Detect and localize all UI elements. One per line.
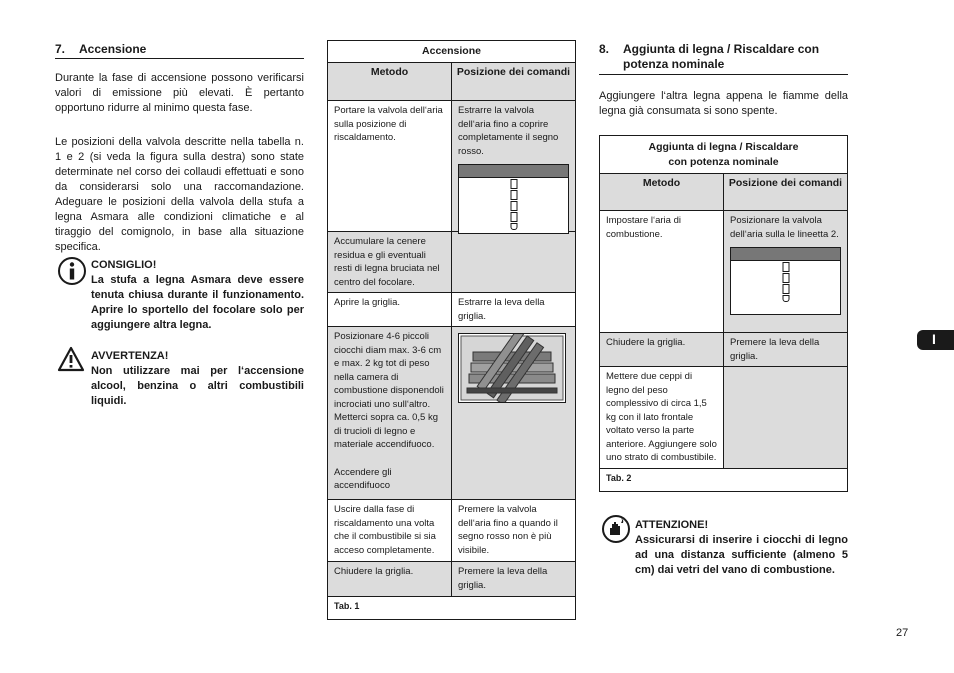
col-method-header: Metodo <box>600 174 724 210</box>
controls-text: Posizionare la valvola dell‘aria sulla le lineetta 2. <box>730 215 839 240</box>
valve-lever-icon <box>510 179 517 231</box>
col-controls-header: Posizione dei comandi <box>456 66 571 78</box>
table-2 <box>599 135 848 492</box>
method-cell: Uscire dalla fase di riscaldamento una volta che il combustibile si sia acceso completamente. <box>328 500 452 561</box>
controls-cell <box>452 101 575 231</box>
section-number: 8. <box>599 42 610 56</box>
method-cell: Accumulare la cenere residua e gli eventuali resti di legna bruciata nel centro del focolare. <box>328 232 452 292</box>
section-title: Aggiunta di legna / Riscaldare con potenza nominale <box>623 42 820 71</box>
valve-lever-icon <box>782 262 789 303</box>
table-row <box>328 562 575 597</box>
language-tab <box>917 330 954 350</box>
table-1-title: Accensione <box>328 41 575 63</box>
controls-cell: Estrarre la leva della griglia. <box>458 297 545 322</box>
attention-body: Assicurarsi di inserire i ciocchi di legno ad una distanza sufficiente (almeno 5 cm) dai vetri del vano di combustione. <box>635 534 848 576</box>
method-text-2: Accendere gli accendifuoco <box>334 466 392 491</box>
method-cell: Chiudere la griglia. <box>600 333 724 366</box>
controls-cell: Premere la leva della griglia. <box>730 337 820 362</box>
method-text: Posizionare 4-6 piccoli ciocchi diam max. 3-6 cm e max. 2 kg tot di peso nella camera di combustione disponendoli incrociati uno sull‘altro. Metterci sopra ca. 0,5 kg di trucioli di legno e materiale accendifuoco. <box>334 331 444 450</box>
controls-cell <box>452 327 575 499</box>
table-row <box>328 293 575 327</box>
warning-note <box>91 349 304 409</box>
controls-cell <box>724 367 847 468</box>
section-7-rule <box>55 58 304 59</box>
section-7-heading <box>55 42 305 57</box>
tip-note <box>91 258 304 333</box>
table-2-caption: Tab. 2 <box>606 473 632 483</box>
table-row <box>328 101 575 232</box>
warning-triangle-icon <box>57 346 85 377</box>
section-8-rule <box>599 74 848 75</box>
controls-cell <box>724 211 847 332</box>
intro-paragraph: Durante la fase di accensione possono verificarsi valori di emissione più elevati. È pertanto opportuno ridurre al minimo questa fase. <box>55 72 304 114</box>
valve-positions-paragraph: Le posizioni della valvola descritte nella tabella n. 1 e 2 (si veda la figura sulla destra) sono state determinate nel corso dei collaudi effettuati e sono da considerarsi solo una raccomandazione. Adeguare le posizioni della valvola della stufa a legna Asmara alle condizioni climatiche e al tiraggio del comignolo, in base alla situazione specifica. <box>55 136 304 253</box>
page-number: 27 <box>896 627 909 639</box>
attention-note <box>635 518 848 578</box>
tip-body: La stufa a legna Asmara deve essere tenuta chiusa durante il funzionamento. Aprire lo sportello del focolare solo per aggiungere altra legna. <box>91 274 304 331</box>
col-controls-header: Posizione dei comandi <box>728 177 843 189</box>
language-tab-label: I <box>932 331 936 347</box>
controls-cell: Premere la valvola dell‘aria fino a quando il segno rosso non è più visibile. <box>458 504 558 556</box>
warning-title: AVVERTENZA! <box>91 350 169 362</box>
hand-flame-icon <box>601 514 631 549</box>
method-cell: Portare la valvola dell‘aria sulla posizione di riscaldamento. <box>328 101 452 231</box>
table-1-caption: Tab. 1 <box>334 601 360 611</box>
info-icon <box>57 256 87 291</box>
air-valve-diagram <box>730 247 841 315</box>
controls-cell <box>452 232 575 292</box>
method-cell <box>328 327 452 499</box>
method-cell: Aprire la griglia. <box>328 293 452 326</box>
table-row <box>328 500 575 562</box>
table-1-header <box>328 63 575 101</box>
col-method-header: Metodo <box>328 63 452 100</box>
method-cell: Impostare l‘aria di combustione. <box>600 211 724 332</box>
table-2-title: Aggiunta di legna / Riscaldare con potenza nominale <box>600 136 847 174</box>
section-title: Accensione <box>79 42 147 56</box>
table-2-header <box>600 174 847 211</box>
section-number: 7. <box>55 42 66 56</box>
logs-illustration <box>458 333 566 403</box>
method-cell: Chiudere la griglia. <box>328 562 452 596</box>
table-row <box>328 232 575 293</box>
section-8-heading <box>599 42 849 72</box>
attention-title: ATTENZIONE! <box>635 519 709 531</box>
valve-bar <box>731 248 840 261</box>
table-row <box>600 333 847 367</box>
table-row <box>328 327 575 500</box>
controls-text: Estrarre la valvola dell‘aria fino a coprire completamente il segno rosso. <box>458 105 559 157</box>
valve-bar <box>459 165 568 178</box>
table-1 <box>327 40 576 620</box>
table-row <box>600 211 847 333</box>
add-wood-paragraph: Aggiungere l‘altra legna appena le fiamme della legna già consumata si sono spente. <box>599 90 848 117</box>
table-row <box>600 367 847 469</box>
method-cell: Mettere due ceppi di legno del peso complessivo di circa 1,5 kg con il lato frontale voltato verso la parte anteriore. Aggiungere solo uno strato di combustibile. <box>600 367 724 468</box>
air-valve-diagram <box>458 164 569 234</box>
tip-title: CONSIGLIO! <box>91 259 157 271</box>
warning-body: Non utilizzare mai per l‘accensione alcool, benzina o altri combustibili liquidi. <box>91 365 304 407</box>
controls-cell: Premere la leva della griglia. <box>458 566 548 591</box>
